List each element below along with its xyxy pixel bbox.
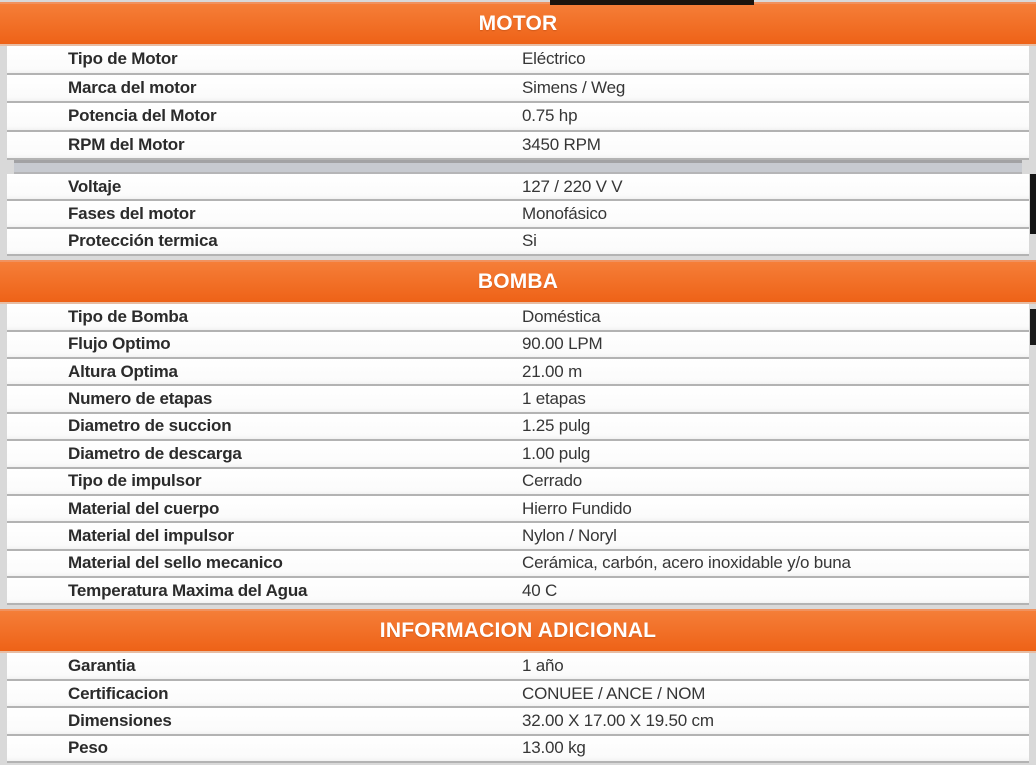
spec-value: CONUEE / ANCE / NOM [522,683,706,703]
spec-value: 1.25 pulg [522,416,591,436]
spec-row [7,386,1029,413]
spec-label: Peso [68,738,108,758]
section-title: INFORMACION ADICIONAL [379,619,657,643]
row-group [7,174,1029,256]
spec-label: Garantia [68,656,136,676]
spec-value: Eléctrico [522,49,586,69]
scan-artifact-right-edge-2 [1030,309,1036,345]
spec-section [0,260,1036,605]
spec-row [7,653,1029,680]
spec-row [7,201,1029,228]
section-header [0,2,1036,46]
section-rows [7,304,1029,605]
section-header [0,260,1036,304]
spec-row [7,523,1029,550]
group-divider [14,160,1022,174]
spec-value: 1 etapas [522,389,586,409]
spec-label: Dimensiones [68,710,172,730]
spec-label: Tipo de Bomba [68,306,188,326]
spec-label: Material del cuerpo [68,498,220,518]
spec-row [7,708,1029,735]
spec-label: RPM del Motor [68,134,185,154]
spec-row [7,46,1029,75]
spec-row [7,132,1029,161]
spec-label: Material del sello mecanico [68,553,283,573]
spec-label: Temperatura Maxima del Agua [68,580,308,600]
spec-row [7,174,1029,201]
scan-artifact-top-bar [550,0,754,5]
spec-row [7,736,1029,763]
spec-value: 32.00 X 17.00 X 19.50 cm [522,710,714,730]
spec-row [7,304,1029,331]
spec-row [7,441,1029,468]
spec-label: Tipo de impulsor [68,471,202,491]
spec-value: Doméstica [522,306,601,326]
spec-row [7,414,1029,441]
spec-label: Fases del motor [68,204,196,224]
spec-value: 3450 RPM [522,134,601,154]
spec-label: Voltaje [68,176,122,196]
spec-value: 21.00 m [522,361,583,381]
spec-row [7,229,1029,256]
spec-row [7,359,1029,386]
spec-value: 90.00 LPM [522,334,603,354]
spec-value: Cerrado [522,471,583,491]
spec-label: Certificacion [68,683,169,703]
spec-value: 0.75 hp [522,106,578,126]
spec-value: Hierro Fundido [522,498,632,518]
spec-value: Simens / Weg [522,77,626,97]
row-group [7,653,1029,763]
section-title: MOTOR [478,12,558,35]
spec-value: Nylon / Noryl [522,525,617,545]
spec-label: Flujo Optimo [68,334,171,354]
spec-label: Protección termica [68,231,218,251]
spec-label: Diametro de descarga [68,443,242,463]
spec-label: Diametro de succion [68,416,232,436]
section-header [0,609,1036,653]
spec-value: Si [522,231,537,251]
spec-label: Potencia del Motor [68,106,217,126]
spec-row [7,578,1029,605]
spec-value: Cerámica, carbón, acero inoxidable y/o buna [522,553,851,573]
spec-label: Numero de etapas [68,389,213,409]
spec-sections [0,2,1036,763]
section-title: BOMBA [477,270,559,294]
spec-row [7,103,1029,132]
spec-value: 40 C [522,580,558,600]
spec-value: 1.00 pulg [522,443,591,463]
row-group [7,46,1029,160]
spec-value: Monofásico [522,204,607,224]
spec-section [0,609,1036,763]
section-rows [7,653,1029,763]
row-group [7,304,1029,605]
scan-artifact-right-edge-1 [1030,174,1036,234]
spec-label: Marca del motor [68,77,197,97]
spec-row [7,75,1029,104]
spec-label: Material del impulsor [68,525,234,545]
spec-row [7,469,1029,496]
spec-value: 127 / 220 V V [522,176,623,196]
spec-section [0,2,1036,256]
spec-row [7,551,1029,578]
section-rows [7,46,1029,256]
spec-row [7,496,1029,523]
spec-label: Tipo de Motor [68,49,178,69]
spec-value: 1 año [522,656,564,676]
spec-label: Altura Optima [68,361,178,381]
spec-row [7,332,1029,359]
spec-value: 13.00 kg [522,738,586,758]
spec-row [7,681,1029,708]
